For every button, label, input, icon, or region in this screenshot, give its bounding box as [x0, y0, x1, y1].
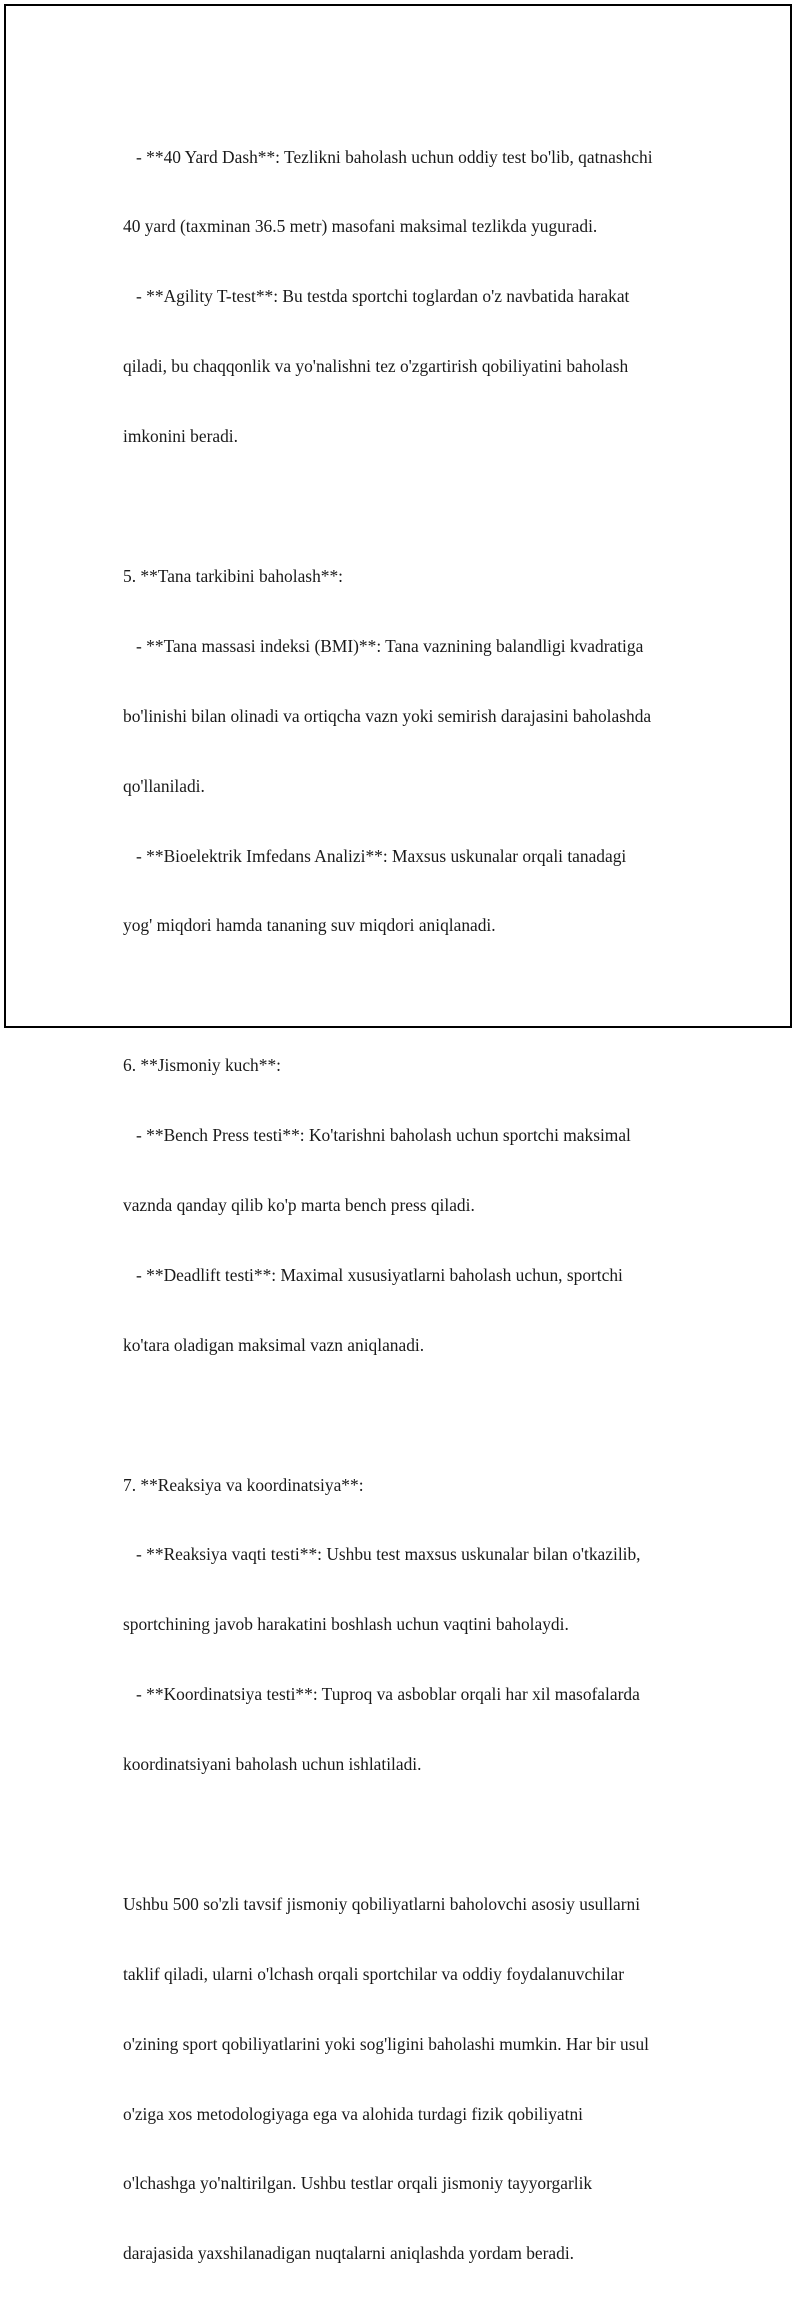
text-line: 40 yard (taxminan 36.5 metr) masofani maksimal tezlikda yuguradi.: [123, 216, 598, 237]
summary-line: taklif qiladi, ularni o'lchash orqali sportchilar va oddiy foydalanuvchilar: [123, 1963, 625, 1984]
blank-line: [123, 1823, 723, 1846]
blank-line: [123, 1404, 723, 1427]
text-line: - **Tana massasi indeksi (BMI)**: Tana vaznining balandligi kvadratiga: [123, 635, 644, 656]
text-line: - **Bench Press testi**: Ko'tarishni baholash uchun sportchi maksimal: [123, 1125, 631, 1146]
text-line: qo'llaniladi.: [123, 775, 205, 796]
text-line: - **Bioelektrik Imfedans Analizi**: Maxsus uskunalar orqali tanadagi: [123, 845, 627, 866]
section-heading: 5. **Tana tarkibini baholash**:: [123, 565, 343, 586]
text-line: ko'tara oladigan maksimal vazn aniqlanadi.: [123, 1334, 425, 1355]
text-line: - **Koordinatsiya testi**: Tuproq va asboblar orqali har xil masofalarda: [123, 1684, 640, 1705]
text-line: - **40 Yard Dash**: Tezlikni baholash uchun oddiy test bo'lib, qatnashchi: [123, 146, 653, 167]
text-line: - **Reaksiya vaqti testi**: Ushbu test maxsus uskunalar bilan o'tkazilib,: [123, 1544, 641, 1565]
text-line: - **Deadlift testi**: Maximal xususiyatlarni baholash uchun, sportchi: [123, 1264, 623, 1285]
page-frame: [4, 4, 792, 2264]
summary-line: darajasida yaxshilanadigan nuqtalarni aniqlashda yordam beradi.: [123, 2243, 575, 2264]
summary-line: o'ziga xos metodologiyaga ega va alohida turdagi fizik qobiliyatni: [123, 2103, 583, 2124]
blank-line: [123, 495, 723, 518]
text-line: vaznda qanday qilib ko'p marta bench press qiladi.: [123, 1194, 475, 1215]
section-heading: 6. **Jismoniy kuch**:: [123, 1055, 281, 1076]
section-heading: 7. **Reaksiya va koordinatsiya**:: [123, 1474, 364, 1495]
text-line: imkonini beradi.: [123, 426, 238, 447]
blank-line: [123, 984, 723, 1007]
text-line: qiladi, bu chaqqonlik va yo'nalishni tez o'zgartirish qobiliyatini baholash: [123, 356, 629, 377]
summary-line: Ushbu 500 so'zli tavsif jismoniy qobiliyatlarni baholovchi asosiy usullarni: [123, 1893, 641, 1914]
text-line: bo'linishi bilan olinadi va ortiqcha vazn yoki semirish darajasini baholashda: [123, 705, 652, 726]
summary-line: o'lchashga yo'naltirilgan. Ushbu testlar orqali jismoniy tayyorgarlik: [123, 2173, 593, 2194]
text-line: sportchining javob harakatini boshlash uchun vaqtini baholaydi.: [123, 1614, 569, 1635]
text-line: koordinatsiyani baholash uchun ishlatiladi.: [123, 1754, 422, 1775]
text-line: - **Agility T-test**: Bu testda sportchi toglardan o'z navbatida harakat: [123, 286, 630, 307]
summary-line: o'zining sport qobiliyatlarini yoki sog'ligini baholashi mumkin. Har bir usul: [123, 2033, 650, 2054]
text-line: yog' miqdori hamda tananing suv miqdori aniqlanadi.: [123, 915, 496, 936]
document-text: [123, 99, 723, 2312]
